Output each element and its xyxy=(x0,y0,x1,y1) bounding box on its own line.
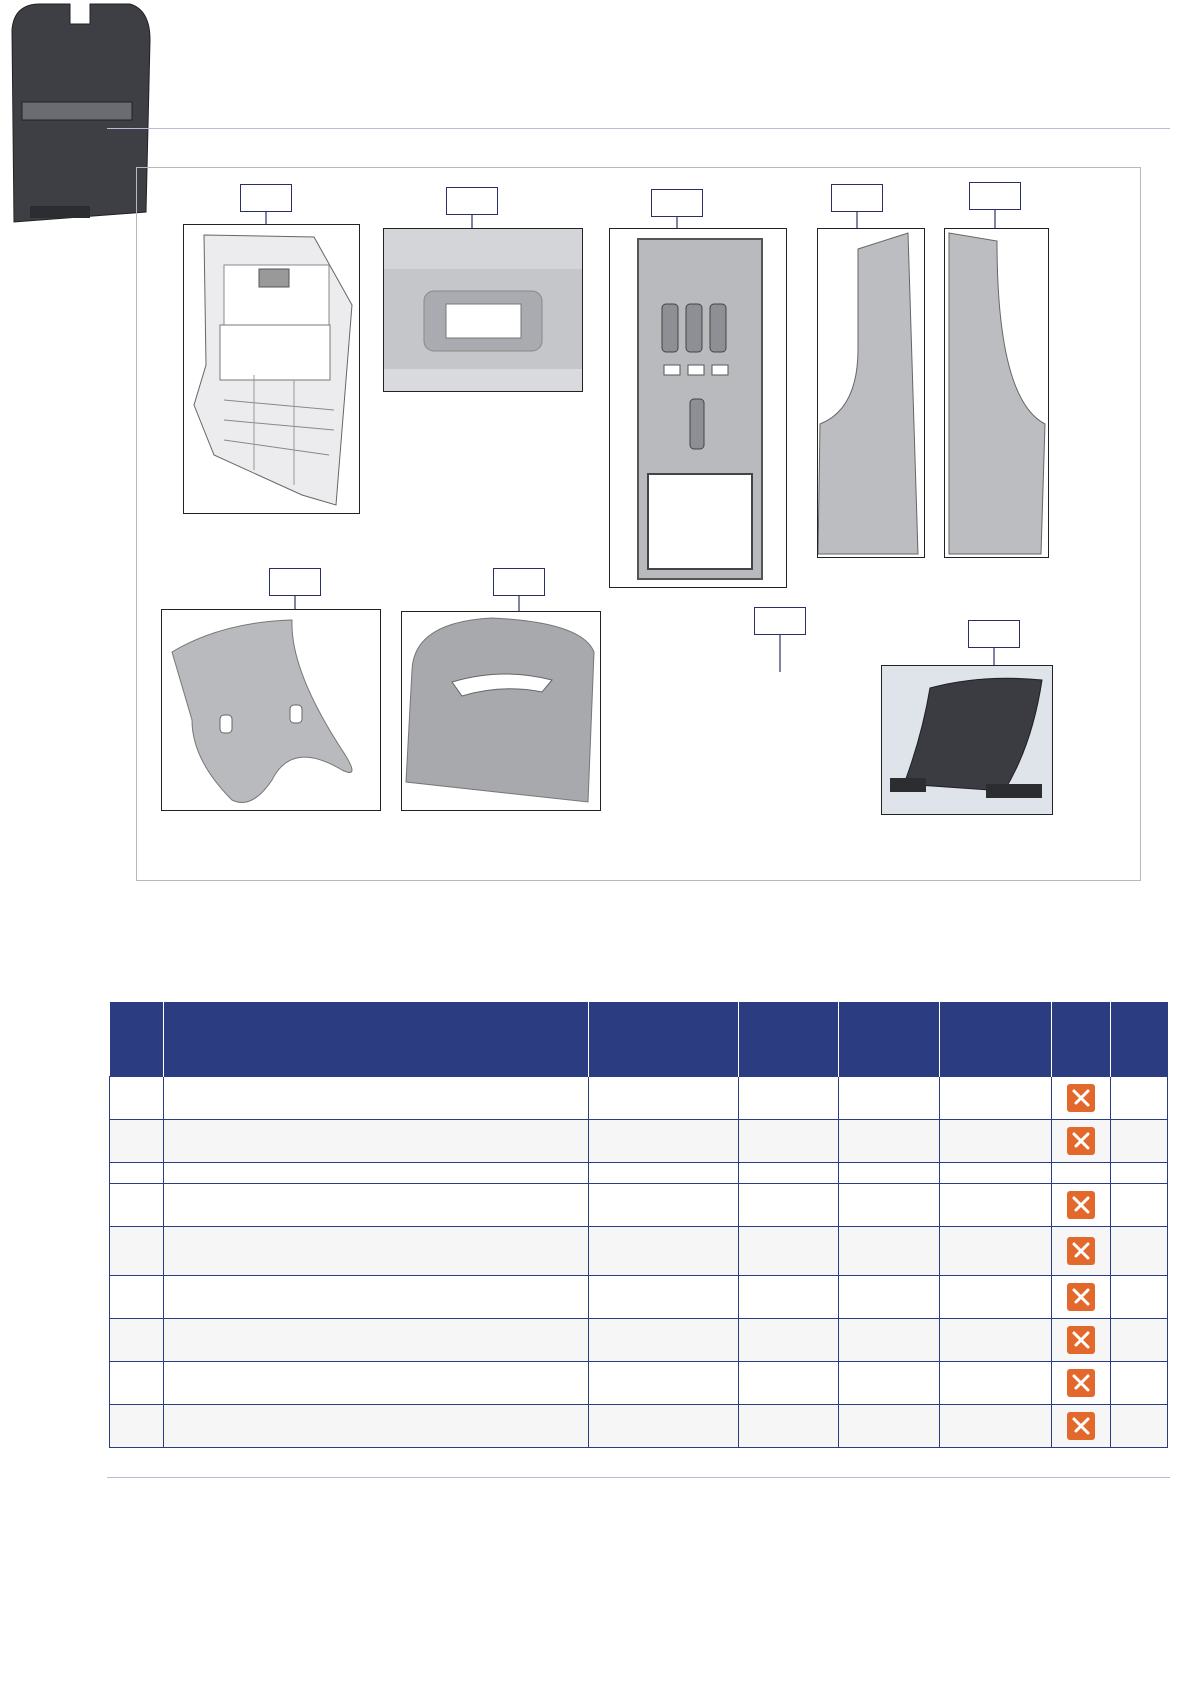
table-cell xyxy=(839,1120,940,1163)
table-row xyxy=(110,1227,1168,1276)
table-cell xyxy=(1111,1120,1168,1163)
table-cell xyxy=(164,1276,589,1319)
table-cell xyxy=(589,1227,739,1276)
table-cell xyxy=(1111,1362,1168,1405)
table-cell xyxy=(1111,1227,1168,1276)
side-panel-right-part xyxy=(944,228,1049,558)
table-cell xyxy=(839,1227,940,1276)
table-cell xyxy=(110,1276,164,1319)
back-plate-part xyxy=(609,228,787,588)
column-header xyxy=(1111,1002,1168,1077)
top-cover-drawing xyxy=(384,229,583,392)
side-panel-right-drawing xyxy=(945,229,1049,558)
table-cell xyxy=(739,1276,839,1319)
slot-cover-part xyxy=(401,611,601,811)
table-cell xyxy=(739,1319,839,1362)
table-row xyxy=(110,1276,1168,1319)
table-cell xyxy=(739,1163,839,1184)
table-row xyxy=(110,1184,1168,1227)
slot-cover-drawing xyxy=(402,612,601,811)
dark-flap-part xyxy=(881,665,1053,815)
table-cell xyxy=(739,1120,839,1163)
table-cell xyxy=(940,1276,1052,1319)
table-row xyxy=(110,1077,1168,1120)
table-cell xyxy=(739,1227,839,1276)
side-panel-left-part xyxy=(817,228,925,558)
table-cell xyxy=(940,1227,1052,1276)
parts-table xyxy=(109,1002,1168,1448)
table-cell xyxy=(110,1319,164,1362)
table-cell xyxy=(1052,1319,1111,1362)
table-cell xyxy=(940,1077,1052,1120)
column-header xyxy=(1052,1002,1111,1077)
column-header xyxy=(110,1002,164,1077)
table-cell xyxy=(940,1163,1052,1184)
table-cell xyxy=(1111,1405,1168,1448)
table-row xyxy=(110,1319,1168,1362)
table-cell xyxy=(1052,1163,1111,1184)
rear-frame-drawing xyxy=(184,225,360,514)
tool-icon xyxy=(1067,1191,1095,1219)
table-cell xyxy=(940,1120,1052,1163)
table-cell xyxy=(839,1405,940,1448)
table-cell xyxy=(1052,1184,1111,1227)
table-cell xyxy=(589,1163,739,1184)
table-cell xyxy=(940,1319,1052,1362)
table-cell xyxy=(589,1276,739,1319)
table-cell xyxy=(739,1405,839,1448)
table-cell xyxy=(589,1120,739,1163)
table-cell xyxy=(110,1184,164,1227)
table-cell xyxy=(589,1319,739,1362)
column-header xyxy=(164,1002,589,1077)
table-cell xyxy=(1111,1163,1168,1184)
back-plate-drawing xyxy=(610,229,787,588)
table-cell xyxy=(839,1077,940,1120)
table-cell xyxy=(839,1184,940,1227)
table-row xyxy=(110,1405,1168,1448)
table-cell xyxy=(589,1405,739,1448)
curved-tray-part xyxy=(161,609,381,811)
tool-icon xyxy=(1067,1237,1095,1265)
table-cell xyxy=(1111,1276,1168,1319)
table-cell xyxy=(940,1405,1052,1448)
tool-icon xyxy=(1067,1283,1095,1311)
table-cell xyxy=(1052,1405,1111,1448)
table-cell xyxy=(164,1120,589,1163)
table-cell xyxy=(940,1184,1052,1227)
table-cell xyxy=(739,1362,839,1405)
column-header xyxy=(839,1002,940,1077)
table-cell xyxy=(164,1227,589,1276)
table-cell xyxy=(589,1077,739,1120)
table-cell xyxy=(110,1120,164,1163)
table-cell xyxy=(1052,1077,1111,1120)
table-cell xyxy=(839,1276,940,1319)
table-cell xyxy=(110,1163,164,1184)
table-cell xyxy=(164,1319,589,1362)
table-cell xyxy=(110,1077,164,1120)
curved-tray-drawing xyxy=(162,610,381,811)
table-cell xyxy=(839,1319,940,1362)
tool-icon xyxy=(1067,1084,1095,1112)
dark-flap-drawing xyxy=(882,666,1053,815)
tool-icon xyxy=(1067,1326,1095,1354)
table-cell xyxy=(110,1405,164,1448)
table-row xyxy=(110,1120,1168,1163)
side-panel-left-drawing xyxy=(818,229,925,558)
column-header xyxy=(589,1002,739,1077)
tool-icon xyxy=(1067,1127,1095,1155)
rear-frame-part xyxy=(183,224,360,514)
table-cell xyxy=(1052,1276,1111,1319)
table-cell xyxy=(1052,1227,1111,1276)
footer-rule xyxy=(107,1477,1170,1478)
table-cell xyxy=(1052,1120,1111,1163)
table-cell xyxy=(940,1362,1052,1405)
table-header-row xyxy=(110,1002,1168,1077)
table-cell xyxy=(1111,1319,1168,1362)
table-cell xyxy=(110,1362,164,1405)
top-cover-part xyxy=(383,228,583,392)
table-row xyxy=(110,1362,1168,1405)
table-cell xyxy=(1111,1184,1168,1227)
table-cell xyxy=(739,1184,839,1227)
column-header xyxy=(739,1002,839,1077)
table-cell xyxy=(1052,1362,1111,1405)
table-cell xyxy=(110,1227,164,1276)
table-cell xyxy=(839,1362,940,1405)
table-cell xyxy=(164,1184,589,1227)
table-cell xyxy=(164,1077,589,1120)
table-cell xyxy=(164,1163,589,1184)
table-row xyxy=(110,1163,1168,1184)
table-cell xyxy=(1111,1077,1168,1120)
table-cell xyxy=(589,1184,739,1227)
tool-icon xyxy=(1067,1369,1095,1397)
table-cell xyxy=(739,1077,839,1120)
table-cell xyxy=(589,1362,739,1405)
tool-icon xyxy=(1067,1412,1095,1440)
table-cell xyxy=(164,1362,589,1405)
column-header xyxy=(940,1002,1052,1077)
table-cell xyxy=(839,1163,940,1184)
table-cell xyxy=(164,1405,589,1448)
